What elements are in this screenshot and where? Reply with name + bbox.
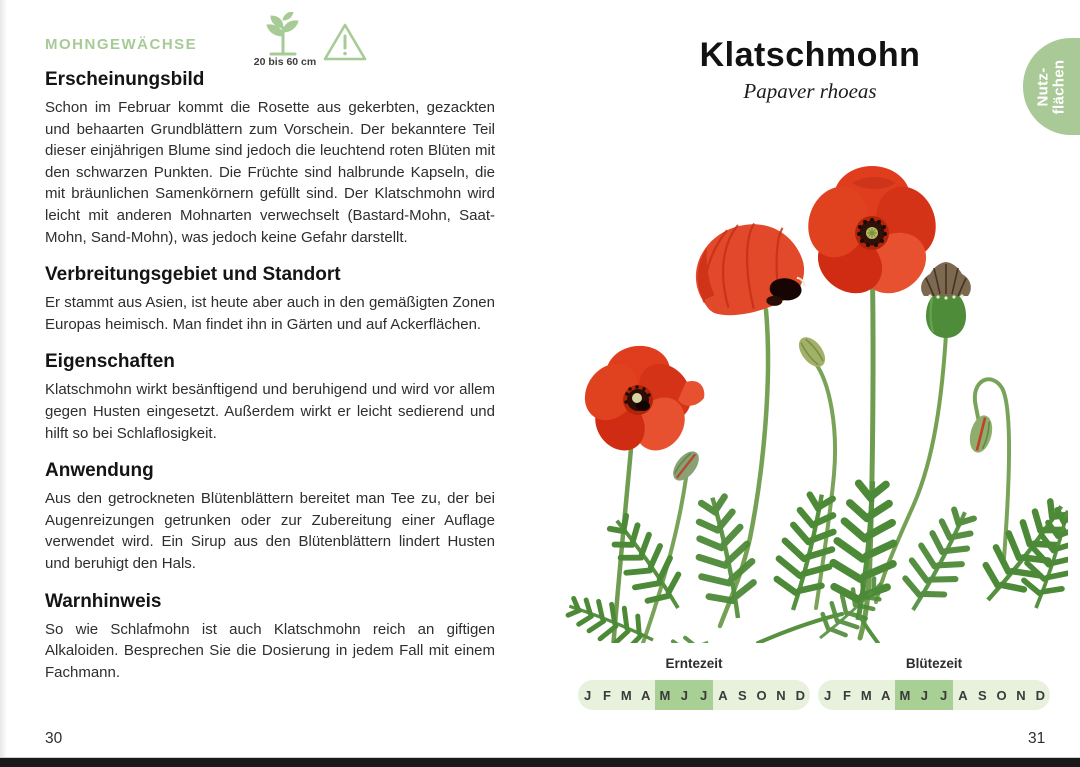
left-page bbox=[45, 0, 495, 683]
section-warnhinweis bbox=[45, 591, 495, 684]
section-eigenschaften bbox=[45, 351, 495, 444]
month-cell: J bbox=[824, 687, 832, 703]
leaves bbox=[562, 478, 1068, 643]
month-cell: A bbox=[718, 687, 728, 703]
month-cell: S bbox=[737, 687, 747, 703]
month-cell: J bbox=[915, 680, 934, 710]
month-cell: D bbox=[1035, 687, 1045, 703]
section-body: So wie Schlafmohn ist auch Klatschmohn reich an giftigen Alkaloiden. Besprechen Sie die Dosierung in jedem Fall mit einem Fachmann. bbox=[45, 620, 495, 681]
month-cell: A bbox=[880, 687, 891, 703]
flower-middle bbox=[684, 211, 814, 329]
month-cell: O bbox=[756, 687, 767, 703]
page-number-left: 30 bbox=[45, 730, 63, 747]
section-body: Klatschmohn wirkt besänftigend und beruhigend und wird vor allem gegen Husten eingesetzt. Außerdem wirkt er leicht sedierend und hilft so bei Schlaflosigkeit. bbox=[45, 381, 495, 442]
section-erscheinungsbild bbox=[45, 69, 495, 248]
flower-left bbox=[574, 342, 704, 460]
month-cell: N bbox=[1016, 687, 1026, 703]
section-heading: Erscheinungsbild bbox=[45, 69, 205, 90]
latin-name: Papaver rhoeas bbox=[743, 79, 877, 103]
section-heading: Warnhinweis bbox=[45, 590, 162, 612]
month-cell: J bbox=[584, 687, 592, 703]
bud-middle bbox=[794, 332, 831, 371]
month-cell: M bbox=[655, 680, 674, 710]
month-cell: D bbox=[795, 687, 805, 703]
page-number-right: 31 bbox=[1028, 730, 1046, 747]
month-cell: A bbox=[640, 687, 651, 703]
month-cell: M bbox=[895, 680, 914, 710]
section-heading: Verbreitungsgebiet und Standort bbox=[45, 264, 341, 286]
family-label: MOHNGEWÄCHSE bbox=[45, 36, 198, 53]
calendar-bluetezeit bbox=[818, 656, 1050, 710]
section-verbreitung bbox=[45, 264, 495, 335]
month-strip bbox=[818, 680, 1050, 710]
seed-capsule bbox=[921, 262, 971, 338]
month-cell: J bbox=[675, 680, 694, 710]
page-title: Klatschmohn bbox=[699, 36, 921, 74]
section-heading: Anwendung bbox=[45, 460, 154, 482]
calendar-erntezeit bbox=[578, 656, 810, 710]
section-heading: Eigenschaften bbox=[45, 351, 175, 373]
title-block bbox=[540, 36, 1080, 104]
section-body: Aus den getrockneten Blütenblättern bereitet man Tee zu, der bei Augenreizungen getrunken oder zur Zubereitung einer Auflage verwendet wird. Ein Sirup aus den Blütenblättern lindert Husten und beruhigt den Hals. bbox=[45, 490, 495, 572]
month-strip bbox=[578, 680, 810, 710]
month-cell: F bbox=[843, 687, 851, 703]
month-cell: J bbox=[934, 680, 953, 710]
category-tab-label: Nutz- flächen bbox=[1034, 59, 1068, 114]
month-cell: N bbox=[776, 687, 786, 703]
month-cell: M bbox=[860, 687, 872, 703]
section-body: Schon im Februar kommt die Rosette aus gekerbten, gezackten und behaarten Grundblättern zum Vorschein. Der bekanntere Teil dieser einjährigen Blume sind jedoch die leuchtend roten Blüten mit den schwarzen Punkten. Die Früchte sind halbrunde Kapseln, die mit bräunlichen Samenkörnern gefüllt sind. Der Klatschmohn wird leicht mit anderen Mohnarten verwechselt (Bastard-Mohn, Saat-Mohn, Sand-Mohn), was jedoch keine Gefahr darstellt. bbox=[45, 99, 495, 246]
bud-right bbox=[966, 413, 996, 455]
calendar-label: Blütezeit bbox=[905, 656, 963, 671]
section-anwendung bbox=[45, 460, 495, 574]
month-cell: F bbox=[603, 687, 611, 703]
page-bottom-edge bbox=[0, 757, 1080, 767]
right-page bbox=[540, 0, 1080, 767]
month-cell: M bbox=[620, 687, 632, 703]
scan-edge bbox=[0, 0, 7, 767]
month-cell: O bbox=[996, 687, 1007, 703]
calendar-label: Erntezeit bbox=[665, 656, 723, 671]
section-body: Er stammt aus Asien, ist heute aber auch in den gemäßigten Zonen Europas heimisch. Man findet ihn in Gärten und auf Ackerflächen. bbox=[45, 294, 495, 333]
warning-triangle-icon bbox=[321, 21, 369, 63]
poppy-illustration bbox=[558, 138, 1068, 643]
month-cell: S bbox=[977, 687, 987, 703]
plant-height-icon bbox=[257, 12, 309, 56]
month-cell: J bbox=[694, 680, 713, 710]
month-cell: A bbox=[958, 687, 968, 703]
height-caption: 20 bis 60 cm bbox=[253, 56, 317, 68]
